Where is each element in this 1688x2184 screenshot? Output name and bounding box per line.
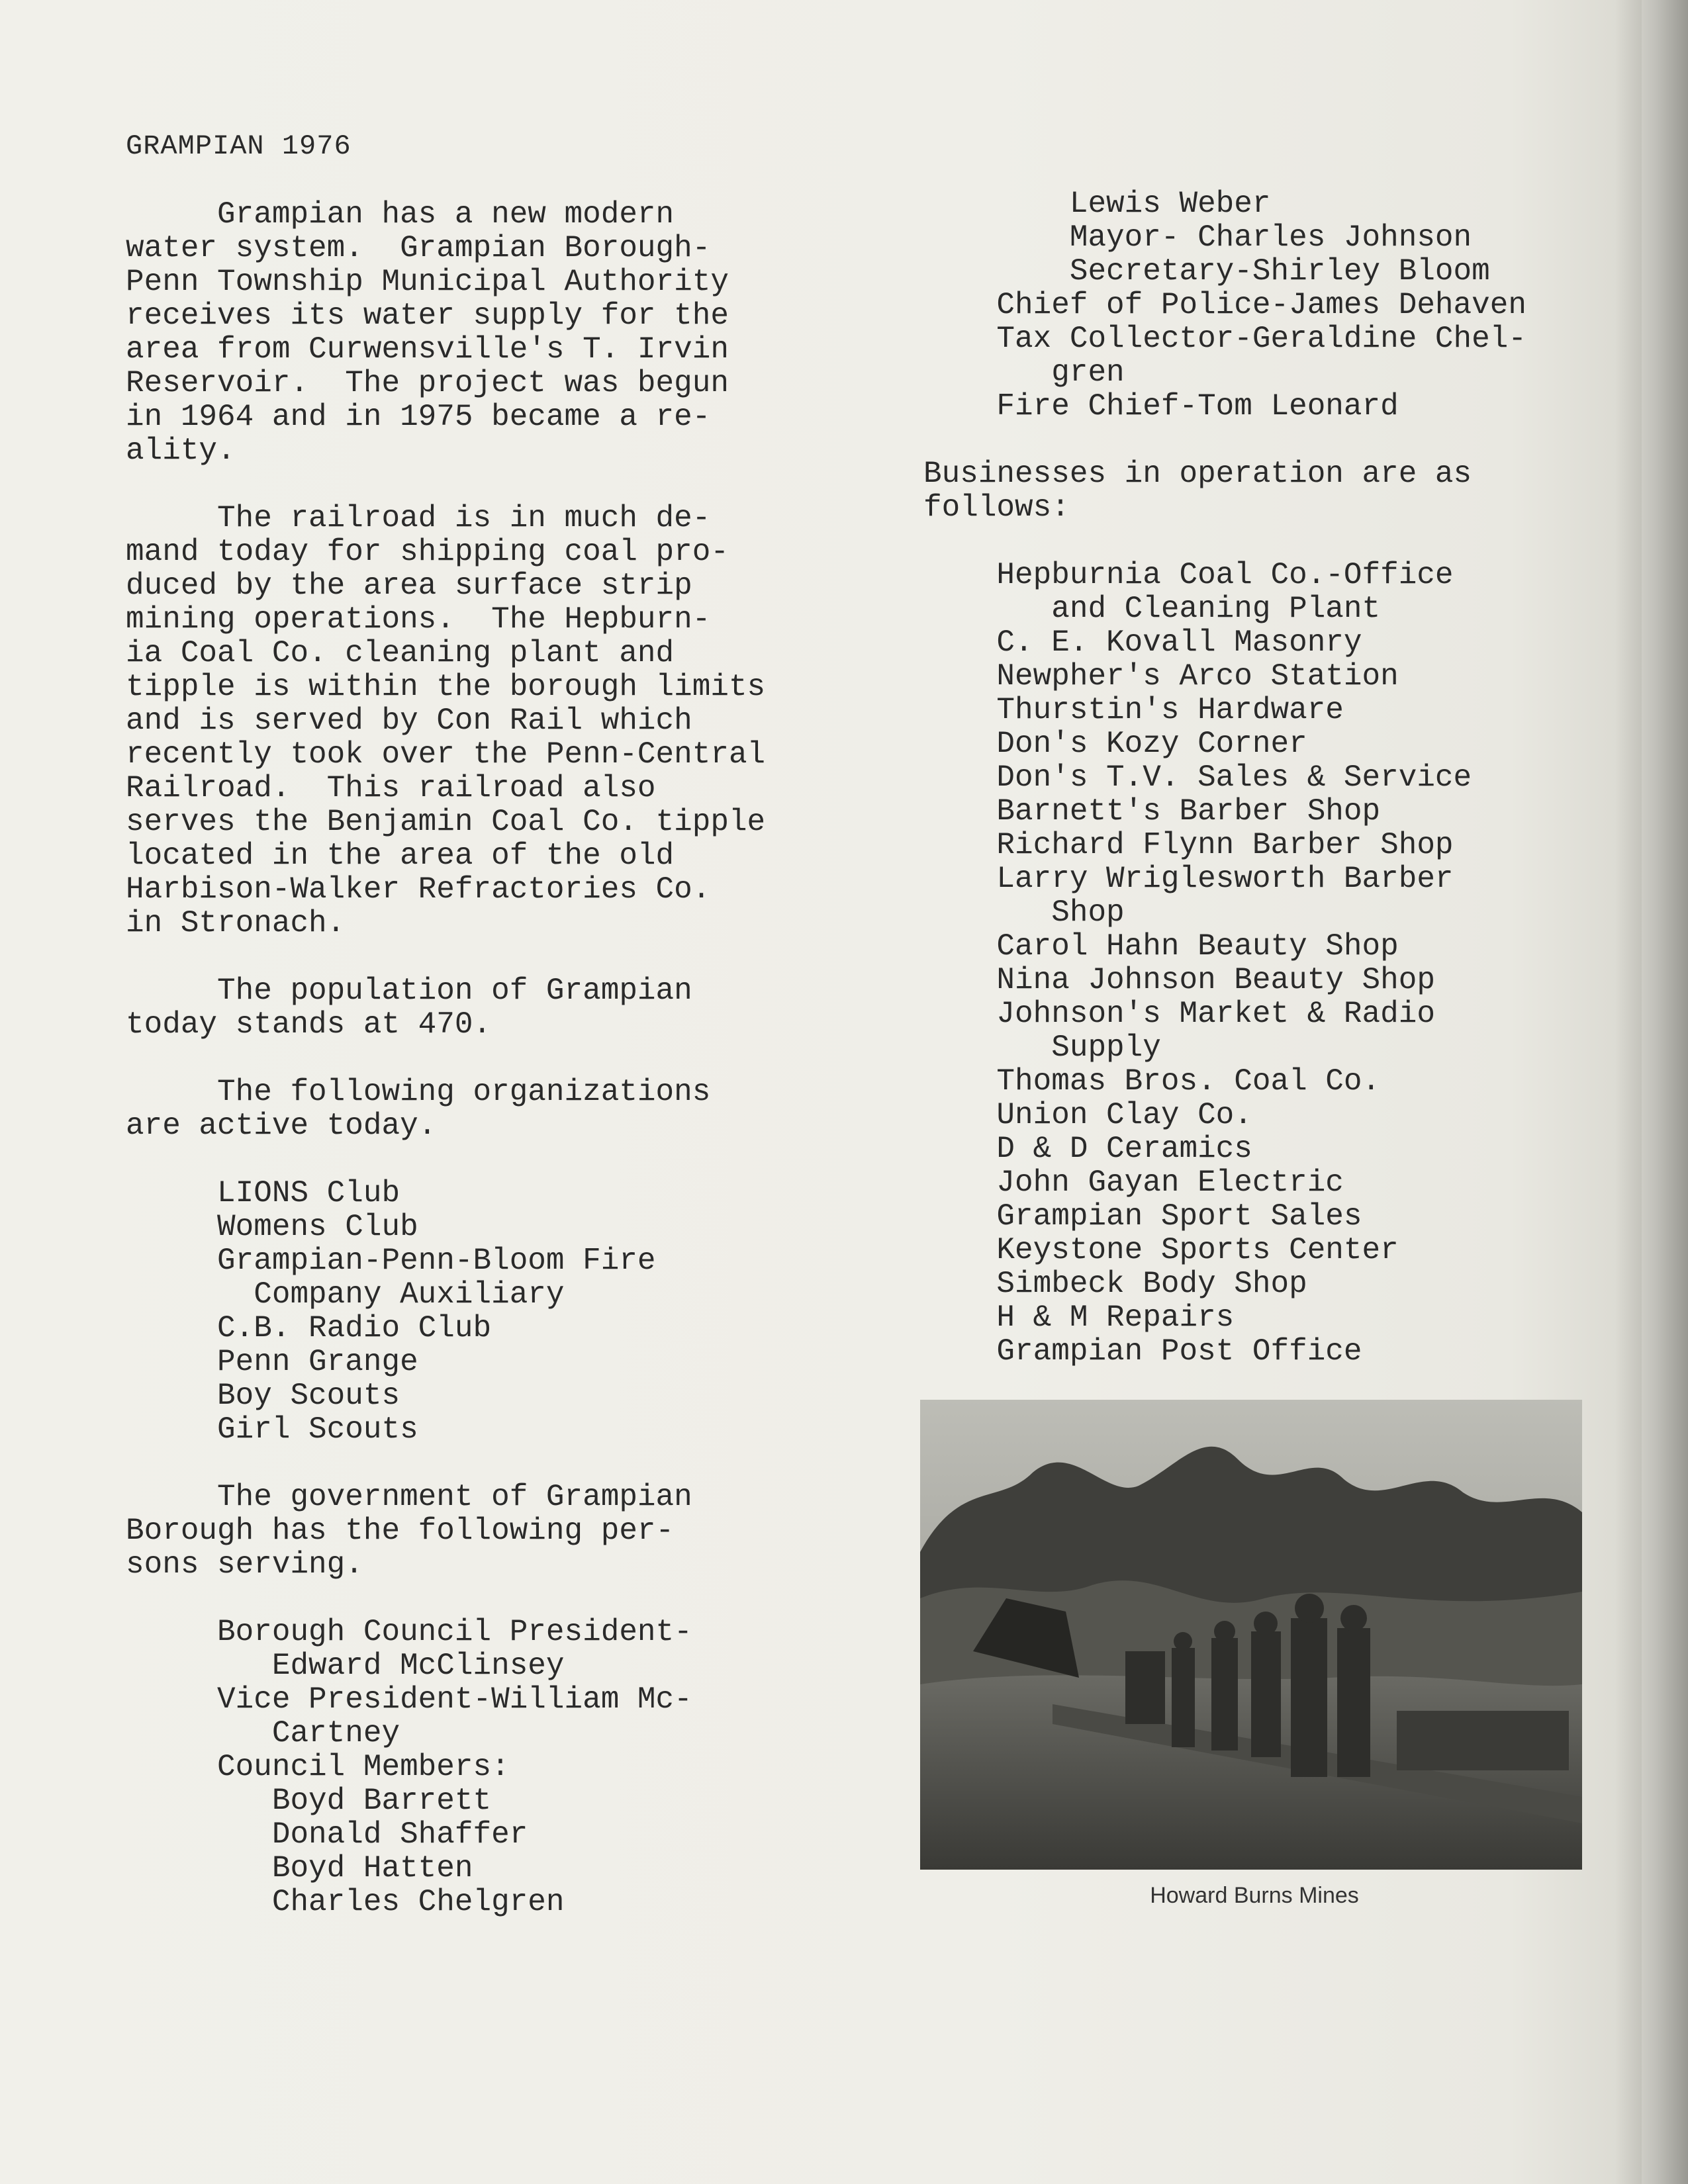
text-line: Cartney xyxy=(126,1716,400,1751)
text-line: Vice President-William Mc- xyxy=(126,1682,692,1717)
text-line: water system. Grampian Borough- xyxy=(126,231,711,265)
text-line: Penn Grange xyxy=(126,1345,418,1379)
text-line: in 1964 and in 1975 became a re- xyxy=(126,400,711,434)
text-line: Boyd Barrett xyxy=(126,1784,492,1818)
text-line: Reservoir. The project was begun xyxy=(126,366,729,400)
text-line: today stands at 470. xyxy=(126,1007,492,1042)
text-line: Borough has the following per- xyxy=(126,1514,675,1548)
text-line: D & D Ceramics xyxy=(923,1132,1252,1166)
text-line: Carol Hahn Beauty Shop xyxy=(923,929,1399,964)
text-line: Donald Shaffer xyxy=(126,1817,528,1852)
text-line: are active today. xyxy=(126,1109,437,1143)
text-line: Union Clay Co. xyxy=(923,1098,1252,1132)
text-line: LIONS Club xyxy=(126,1176,400,1210)
text-line: The following organizations xyxy=(126,1075,711,1109)
text-line: The population of Grampian xyxy=(126,974,692,1008)
text-line: Edward McClinsey xyxy=(126,1649,565,1683)
text-line: ality. xyxy=(126,433,236,468)
text-line: Penn Township Municipal Authority xyxy=(126,265,729,299)
text-line: Simbeck Body Shop xyxy=(923,1267,1307,1301)
text-line: sons serving. xyxy=(126,1547,363,1582)
text-line: C.B. Radio Club xyxy=(126,1311,492,1345)
text-line: Borough Council President- xyxy=(126,1615,692,1649)
text-line: Keystone Sports Center xyxy=(923,1233,1399,1267)
text-line: recently took over the Penn-Central xyxy=(126,737,766,772)
text-line: Thomas Bros. Coal Co. xyxy=(923,1064,1381,1099)
text-line: area from Curwensville's T. Irvin xyxy=(126,332,729,367)
text-line: Company Auxiliary xyxy=(126,1277,565,1312)
text-line: The railroad is in much de- xyxy=(126,501,711,535)
text-line: C. E. Kovall Masonry xyxy=(923,625,1362,660)
text-line: tipple is within the borough limits xyxy=(126,670,766,704)
text-line xyxy=(126,940,765,974)
text-line: Grampian has a new modern xyxy=(126,197,675,232)
text-line: ia Coal Co. cleaning plant and xyxy=(126,636,675,670)
text-line: Grampian Sport Sales xyxy=(923,1199,1362,1234)
text-line: Supply xyxy=(923,1030,1161,1065)
text-line xyxy=(923,525,1526,559)
text-line xyxy=(126,1042,765,1075)
text-line xyxy=(126,1447,765,1480)
binding-shadow xyxy=(1615,0,1688,2184)
text-line xyxy=(126,468,765,502)
text-line: serves the Benjamin Coal Co. tipple xyxy=(126,805,766,839)
text-line xyxy=(126,130,765,164)
text-line: Lewis Weber xyxy=(923,187,1271,221)
text-line xyxy=(923,424,1526,457)
text-line: Businesses in operation are as xyxy=(923,457,1472,491)
page-title: GRAMPIAN 1976 xyxy=(126,130,352,162)
text-line: Tax Collector-Geraldine Chel- xyxy=(923,322,1526,356)
text-line: Harbison-Walker Refractories Co. xyxy=(126,872,711,907)
mine-photo xyxy=(920,1400,1582,1870)
text-line: Girl Scouts xyxy=(126,1412,418,1447)
text-line: mining operations. The Hepburn- xyxy=(126,602,711,637)
text-line: duced by the area surface strip xyxy=(126,569,692,603)
text-line: The government of Grampian xyxy=(126,1480,692,1514)
text-line: Johnson's Market & Radio xyxy=(923,997,1435,1031)
text-line: Newpher's Arco Station xyxy=(923,659,1399,694)
text-line: Boy Scouts xyxy=(126,1379,400,1413)
text-line: Don's Kozy Corner xyxy=(923,727,1307,761)
text-line: Secretary-Shirley Bloom xyxy=(923,254,1490,289)
text-line: Nina Johnson Beauty Shop xyxy=(923,963,1435,997)
photo-caption: Howard Burns Mines xyxy=(1150,1883,1359,1908)
text-line: Womens Club xyxy=(126,1210,418,1244)
text-line: and is served by Con Rail which xyxy=(126,704,692,738)
text-line: mand today for shipping coal pro- xyxy=(126,535,729,569)
text-line: H & M Repairs xyxy=(923,1300,1235,1335)
text-line: Barnett's Barber Shop xyxy=(923,794,1381,829)
text-line xyxy=(126,164,765,198)
text-line: in Stronach. xyxy=(126,906,346,940)
text-line: Fire Chief-Tom Leonard xyxy=(923,389,1399,424)
text-line: Don's T.V. Sales & Service xyxy=(923,760,1472,795)
text-line xyxy=(126,1143,765,1177)
text-line: Chief of Police-James Dehaven xyxy=(923,288,1526,322)
text-line: and Cleaning Plant xyxy=(923,592,1381,626)
text-line xyxy=(126,1582,765,1615)
text-line: Boyd Hatten xyxy=(126,1851,473,1886)
text-line: Shop xyxy=(923,895,1125,930)
text-line: located in the area of the old xyxy=(126,839,675,873)
text-line: Thurstin's Hardware xyxy=(923,693,1344,727)
text-line: Larry Wriglesworth Barber xyxy=(923,862,1454,896)
left-column xyxy=(126,130,765,1919)
text-line: Charles Chelgren xyxy=(126,1885,565,1919)
text-line: gren xyxy=(923,355,1125,390)
text-line: Mayor- Charles Johnson xyxy=(923,220,1472,255)
text-line: Richard Flynn Barber Shop xyxy=(923,828,1454,862)
text-line: John Gayan Electric xyxy=(923,1165,1344,1200)
text-line: Railroad. This railroad also xyxy=(126,771,656,805)
text-line: Council Members: xyxy=(126,1750,510,1784)
text-line: Grampian-Penn-Bloom Fire xyxy=(126,1244,656,1278)
right-column xyxy=(923,187,1526,1369)
text-line: Grampian Post Office xyxy=(923,1334,1362,1369)
text-line: Hepburnia Coal Co.-Office xyxy=(923,558,1454,592)
text-line: receives its water supply for the xyxy=(126,298,729,333)
text-line: follows: xyxy=(923,490,1070,525)
mine-photo-illustration xyxy=(920,1400,1582,1870)
